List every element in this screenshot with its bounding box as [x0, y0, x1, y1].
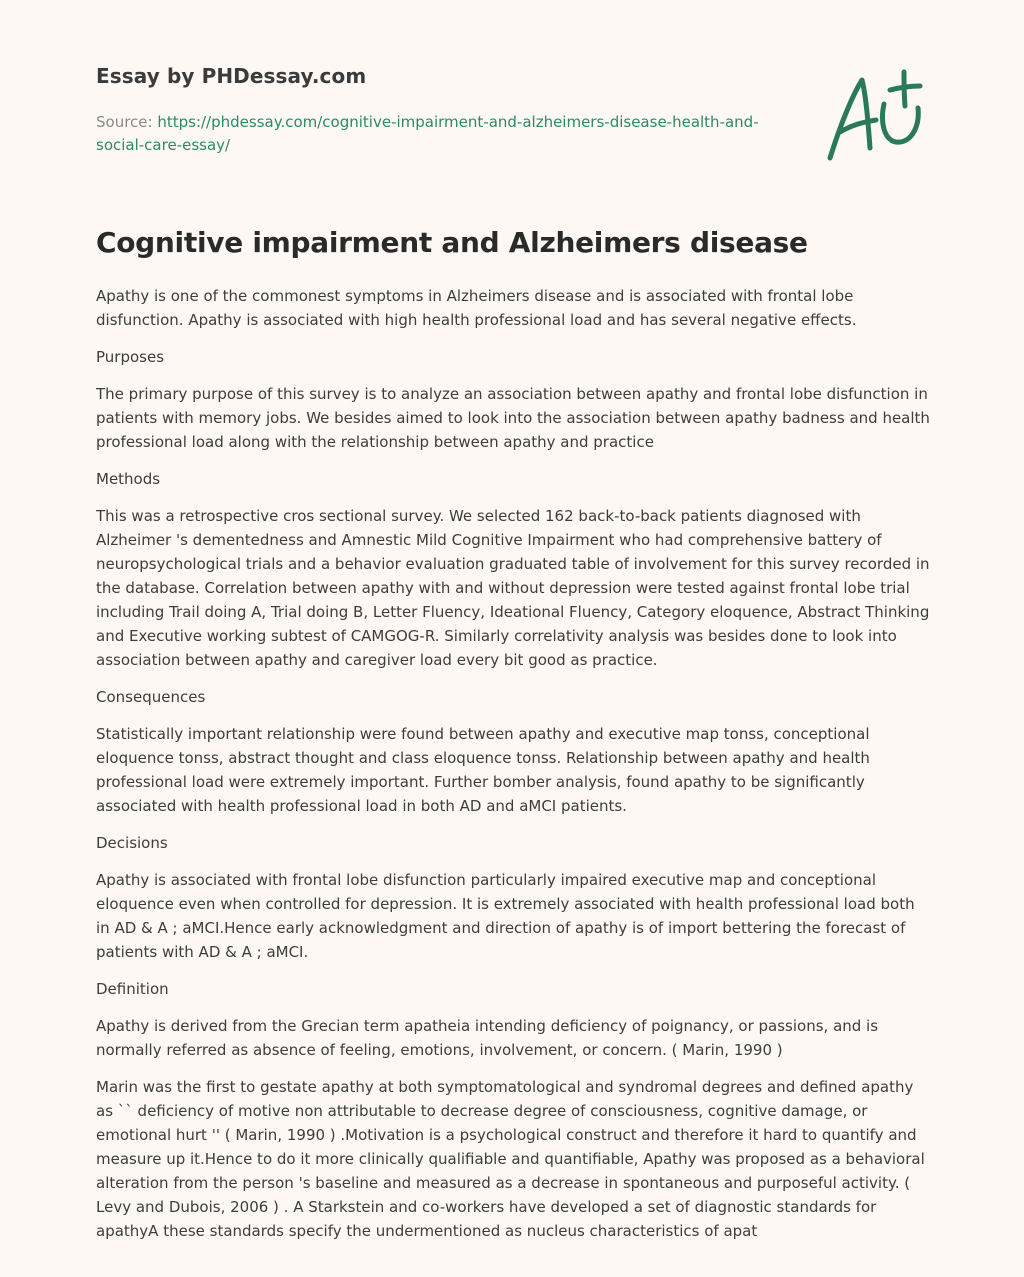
site-title: Essay by PHDessay.com	[96, 64, 367, 88]
source-line	[96, 111, 776, 157]
methods-paragraph: This was a retrospective cros sectional survey. We selected 162 back-to-back patients diagnosed with Alzheimer 's dementedness and Amnestic Mild Cognitive Impairment who had comprehensive battery of neuropsychological trials and a behavior evaluation graduated table of involvement for this survey recorded in the database. Correlation between apathy with and without depression were tested against frontal lobe trial including Trail doing A, Trial doing B, Letter Fluency, Ideational Fluency, Category eloquence, Abstract Thinking and Executive working subtest of CAMGOG-R. Similarly correlativity analysis was besides done to look into association between apathy and caregiver load every bit good as practice.	[96, 507, 930, 669]
source-link[interactable]: https://phdessay.com/cognitive-impairment-and-alzheimers-disease-health-and-social-care-essay/	[96, 113, 759, 154]
section-heading-decisions: Decisions	[96, 834, 168, 852]
a-plus-logo-icon	[820, 66, 930, 166]
section-heading-definition: Definition	[96, 980, 169, 998]
decisions-paragraph: Apathy is associated with frontal lobe disfunction particularly impaired executive map and conceptional eloquence even when controlled for depression. It is extremely associated with health professional load both in AD & A ; aMCI.Hence early acknowledgment and direction of apathy is of import bettering the forecast of patients with AD & A ; aMCI.	[96, 871, 915, 961]
essay-body	[96, 284, 932, 1256]
definition-paragraph-1: Apathy is derived from the Grecian term apatheia intending deficiency of poignancy, or passions, and is normally referred as absence of feeling, emotions, involvement, or concern. ( Marin, 1990 )	[96, 1017, 879, 1059]
section-heading-purposes: Purposes	[96, 348, 165, 366]
section-heading-consequences: Consequences	[96, 688, 206, 706]
intro-paragraph: Apathy is one of the commonest symptoms in Alzheimers disease and is associated with frontal lobe disfunction. Apathy is associated with high health professional load and has several negative effects.	[96, 287, 857, 329]
essay-title: Cognitive impairment and Alzheimers disease	[96, 226, 808, 259]
consequences-paragraph: Statistically important relationship were found between apathy and executive map tonss, conceptional eloquence tonss, abstract thought and class eloquence tonss. Relationship between apathy and health professional load were extremely important. Further bomber analysis, found apathy to be significantly associated with health professional load in both AD and aMCI patients.	[96, 725, 870, 815]
source-label: Source:	[96, 113, 158, 131]
definition-paragraph-2: Marin was the first to gestate apathy at both symptomatological and syndromal degrees and defined apathy as `` deficiency of motive non attributable to decrease degree of consciousness, cognitive damage, or emotional hurt '' ( Marin, 1990 ) .Motivation is a psychological construct and therefore it hard to quantify and measure up it.Hence to do it more clinically qualifiable and quantifiable, Apathy was proposed as a behavioral alteration from the person 's baseline and measured as a decrease in spontaneous and purposeful activity. ( Levy and Dubois, 2006 ) . A Starkstein and co-workers have developed a set of diagnostic standards for apathyA these standards specify the undermentioned as nucleus characteristics of apat	[96, 1078, 925, 1240]
purposes-paragraph: The primary purpose of this survey is to analyze an association between apathy and frontal lobe disfunction in patients with memory jobs. We besides aimed to look into the association between apathy badness and health professional load along with the relationship between apathy and practice	[96, 385, 930, 451]
section-heading-methods: Methods	[96, 470, 161, 488]
